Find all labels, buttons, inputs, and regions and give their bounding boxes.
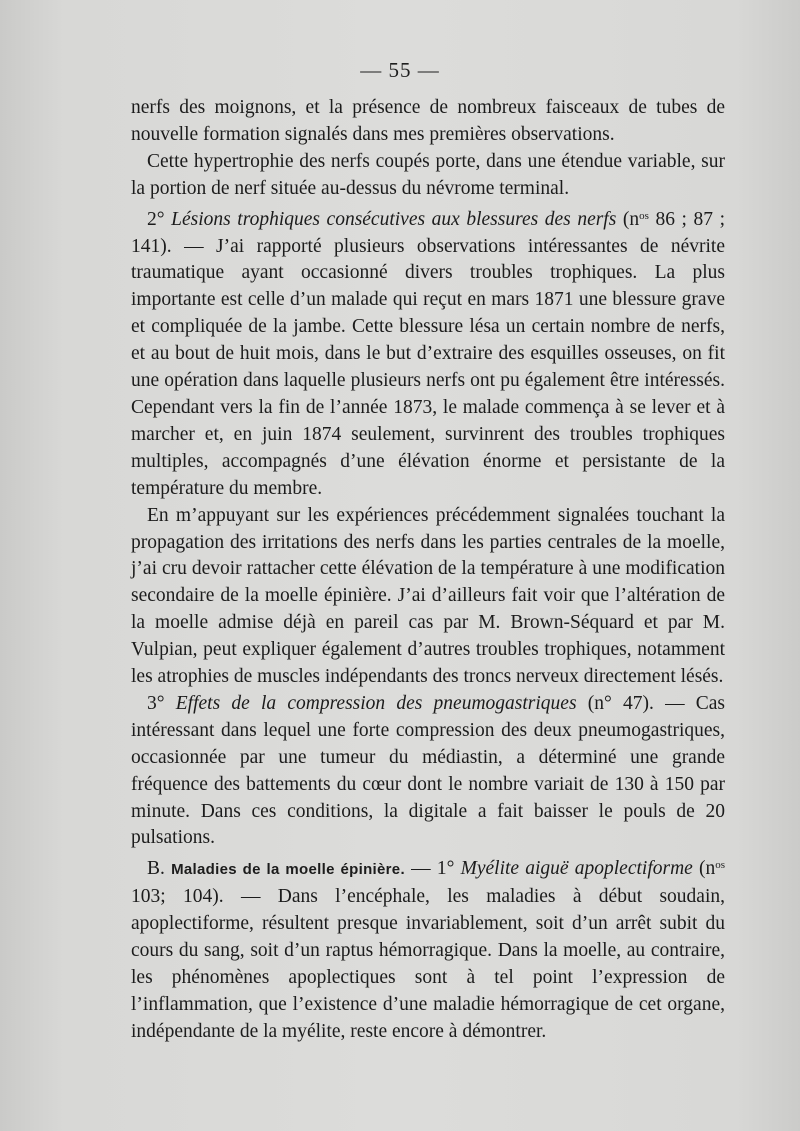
reference-prefix: (n [622,208,640,230]
paragraph-6 [131,852,725,1045]
paragraph-body: — Dans l’encéphale, les maladies à début soudain, apoplectiforme, résultent presque invariablement, soit d’un arrêt subit du cours du sang, soit d’un raptus hémorragique. Dans la moelle, au contraire, les phénomènes apoplectiques sont à tel point l’expression de l’inflammation, que l’existence d’une maladie hémorragique de cet organe, indépendante de la myélite, reste encore à démontrer. [131,886,725,1042]
page-number: — 55 — [360,58,440,82]
paragraph-2: Cette hypertrophie des nerfs coupés porte, dans une étendue variable, sur la portion de nerf située au-dessus du névrome terminal. [131,150,725,199]
section-letter: B. [147,858,165,880]
section-number: 2° [147,208,165,230]
section-heading: Myélite aiguë apoplectiforme [460,858,693,880]
reference: (n° 47). [587,692,654,714]
reference-superscript: os [715,859,726,872]
paragraph-body: — Cas intéressant dans lequel une forte compression des deux pneumogastriques, occasionnée par une tumeur du médiastin, a déterminé une grande fréquence des battements du cœur dont le nombre variait de 130 à 150 par minute. Dans ces conditions, la digitale a fait baisser le pouls de 20 pulsations. [131,692,726,849]
reference-superscript: os [639,209,649,222]
reference-prefix: (n [699,858,716,880]
section-number: 1° [436,858,455,880]
paragraph-5 [131,691,725,852]
section-number: 3° [147,692,165,714]
paragraph-4: En m’appuyant sur les expériences précédemment signalées touchant la propagation des irritations des nerfs dans les parties centrales de la moelle, j’ai cru devoir rattacher cette élévation de la température à une modification secondaire de la moelle épinière. J’ai d’ailleurs fait voir que l’altération de la moelle admise déjà en pareil cas par M. Brown-Séquard et par M. Vulpian, peut expliquer également d’autres troubles trophiques, notamment les atrophies de muscles indépendants des troncs nerveux directement lésés. [131,504,725,688]
paragraph-3 [131,203,725,503]
section-heading: Lésions trophiques consécutives aux blessures des nerfs [171,208,617,230]
section-heading: Effets de la compression des pneumogastriques [175,692,577,714]
reference-numbers: 103; 104). [131,886,224,908]
section-title: Maladies de la moelle épinière. [171,861,405,879]
paragraph-1: nerfs des moignons, et la présence de nombreux faisceaux de tubes de nouvelle formation signalés dans mes premières observations. [131,97,725,145]
dash: — [411,858,431,880]
paragraph-body: — J’ai rapporté plusieurs observations intéressantes de névrite traumatique ayant occasionné divers troubles trophiques. La plus importante est celle d’un malade qui reçut en mars 1871 une blessure grave et compliquée de la jambe. Cette blessure lésa un certain nombre de nerfs, et au bout de huit mois, dans le but d’extraire des esquilles osseuses, on fit une opération dans laquelle plusieurs nerfs ont pu également être intéressés. Cependant vers la fin de l’année 1873, le malade commença à se lever et à marcher et, en juin 1874 seulement, survinrent des troubles trophiques multiples, accompagnés d’une élévation énorme et persistante de la température du membre. [131,235,725,499]
body-text [131,95,725,1046]
reference-numbers: 86 ; 87 ; 141). [131,208,725,257]
